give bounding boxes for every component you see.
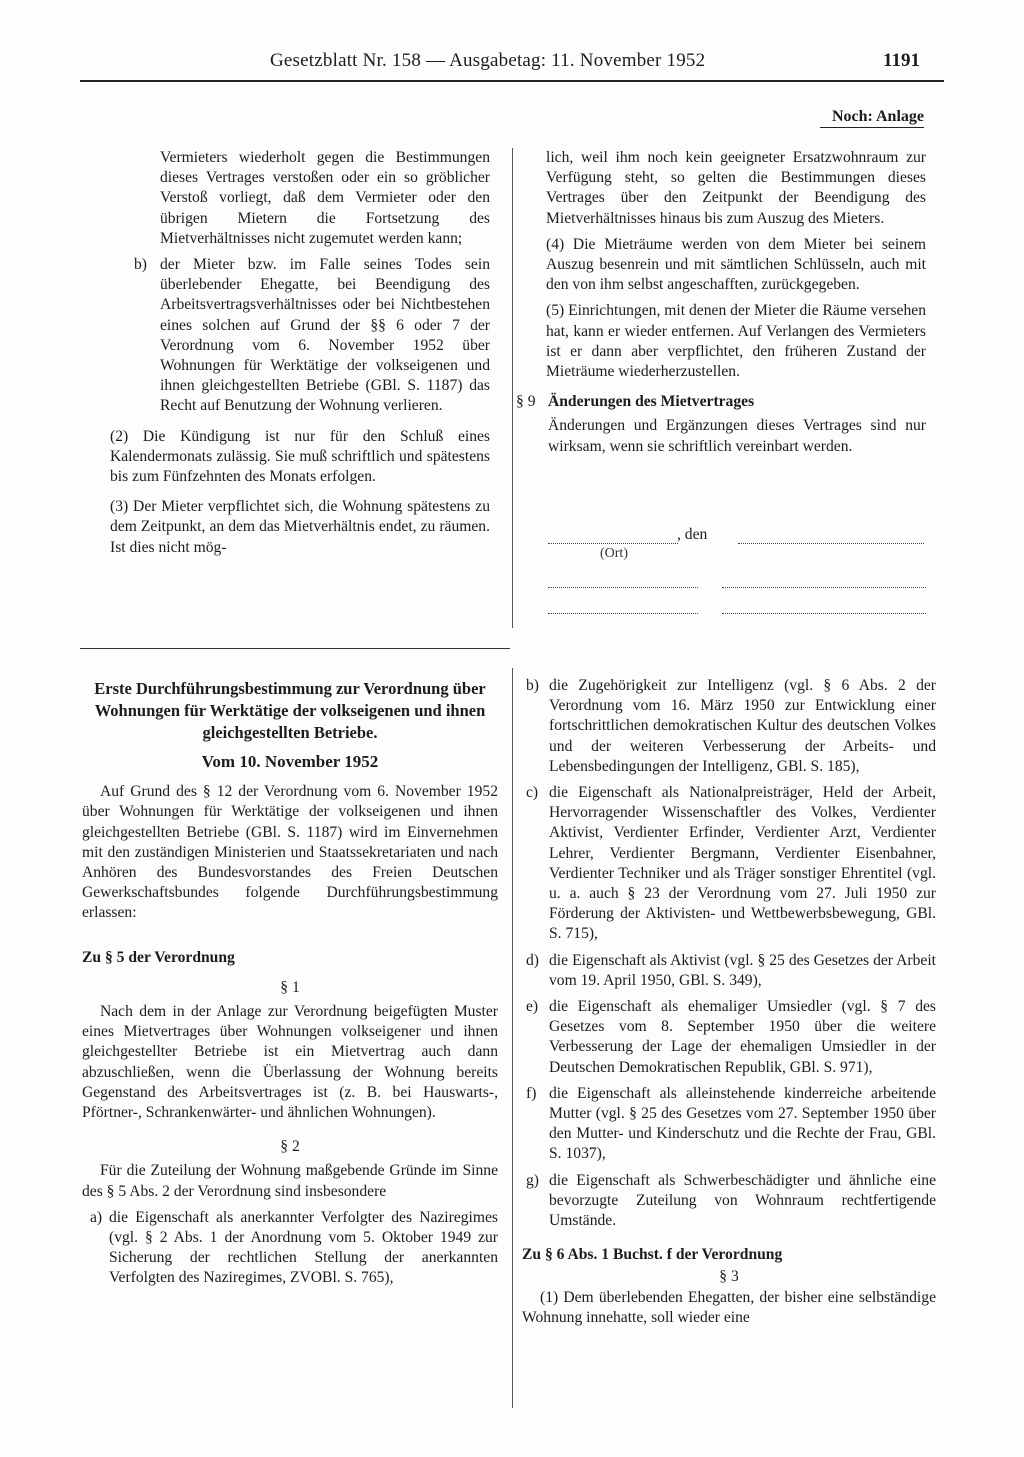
- place-caption: (Ort): [600, 546, 628, 561]
- section-1-text: Nach dem in der Anlage zur Verordnung beigefügten Muster eines Mietvertrages über Wohnungen volkseigener und ihnen gleichgestellter Betriebe ist ein Mietvertrag auch dann abzuschließen, wenn die Überlassung der Wohnung bereits Gegenstand des Arbeitsvertrages ist (z. B. bei Hauswarts-, Pförtner-, Schrankenwärter- und ähnlichen Wohnungen).: [82, 1003, 498, 1122]
- section-9-title: Änderungen des Mietvertrages: [548, 393, 755, 411]
- section-2-number: § 2: [280, 1138, 300, 1156]
- list-item: [522, 676, 936, 777]
- top-left-column: [82, 148, 490, 564]
- column-divider-top: [512, 148, 513, 628]
- list-label: c): [526, 784, 539, 802]
- section-9-heading: [516, 392, 926, 412]
- gazette-header: Gesetzblatt Nr. 158 — Ausgabetag: 11. November 1952: [270, 50, 706, 71]
- date-separator: , den: [677, 526, 708, 543]
- section-1-number: § 1: [280, 978, 300, 996]
- section-2-text: Für die Zuteilung der Wohnung maßgebende Gründe im Sinne des § 5 Abs. 2 der Verordnung sind insbesondere: [82, 1162, 498, 1200]
- list-label: g): [526, 1171, 539, 1189]
- signature-line-3: [548, 613, 698, 614]
- list-label: a): [90, 1208, 103, 1226]
- list-label: d): [526, 951, 539, 969]
- list-text: der Mieter bzw. im Falle seines Todes sein überlebender Ehegatte, bei Beendigung des Arbeitsvertragsverhältnisses oder bei Nichtbestehen eines solchen auf Grund der §§ 6 oder 7 der Verordnung vom 6. November 1952 über Wohnungen für Werktätige der volkseigenen und ihnen gleichgestellten Betriebe (GBl. S. 1187) das Recht auf Benutzung der Wohnung verlieren.: [160, 256, 490, 415]
- list-text: die Eigenschaft als Aktivist (vgl. § 25 des Gesetzes der Arbeit vom 19. April 1950, GBl. S. 349),: [549, 951, 936, 989]
- list-text: die Eigenschaft als anerkannter Verfolgter des Naziregimes (vgl. § 2 Abs. 1 der Anordnung vom 5. Oktober 1949 zur Sicherung der rechtlichen Stellung der anerkannten Verfolgten des Naziregimes, ZVOBl. S. 765),: [109, 1208, 498, 1287]
- contract-paragraph-3: (3) Der Mieter verpflichtet sich, die Wohnung spätestens zu dem Zeitpunkt, an dem das Mietverhältnis endet, zu räumen. Ist dies nicht mög-: [110, 498, 490, 556]
- list-text: die Zugehörigkeit zur Intelligenz (vgl. § 6 Abs. 2 der Verordnung vom 16. März 1950 zur Entwicklung einer fortschrittlichen demokratischen Kultur des deutschen Volkes und der weiteren Verbesserung der Arbeits- und Lebensbedingungen der Intelligenz, GBl. S. 185),: [549, 677, 936, 775]
- contract-paragraph: Vermieters wiederholt gegen die Bestimmungen dieses Vertrages verstoßen oder ein so gröblicher Verstoß vorliegt, daß dem Vermieter oder den übrigen Mietern die Fortsetzung des Mietverhältnisses nicht zugemutet werden kann;: [160, 149, 490, 247]
- heading-zu-5: Zu § 5 der Verordnung: [82, 948, 235, 966]
- section-divider: [80, 648, 510, 649]
- section-9-text: Änderungen und Ergänzungen dieses Vertrages sind nur wirksam, wenn sie schriftlich vereinbart werden.: [548, 417, 926, 455]
- list-item-b: [82, 255, 490, 417]
- decree-date: Vom 10. November 1952: [201, 752, 379, 771]
- list-label: b): [526, 677, 539, 694]
- list-label: b): [134, 256, 147, 274]
- list-item: [522, 951, 936, 991]
- list-text: die Eigenschaft als Nationalpreisträger, Held der Arbeit, Hervorragender Wissenschaftler des Volkes, Verdienter Aktivist, Verdienter Erfinder, Verdienter Arzt, Verdienter Lehrer, Verdienter Bergmann, Verdienter Eisenbahner, Verdienter Techniker und als Träger sonstiger Ehrentitel (vgl. u. a. auch § 23 der Verordnung vom 27. Juli 1950 zur Förderung der Aktivisten- und Wettbewerbsbewegung, GBl. S. 715),: [549, 784, 936, 943]
- list-item: [522, 783, 936, 945]
- bottom-right-column: [522, 676, 936, 1334]
- contract-paragraph-4: (4) Die Mieträume werden von dem Mieter bei seinem Auszug besenrein und mit sämtlichen Schlüsseln, auch mit den von ihm selbst angeschafften, zurückgegeben.: [546, 235, 926, 294]
- list-item: [522, 1171, 936, 1232]
- section-3-text: (1) Dem überlebenden Ehegatten, der bisher eine selbständige Wohnung innehatte, soll wieder eine: [522, 1288, 936, 1326]
- list-text: die Eigenschaft als alleinstehende kinderreiche arbeitende Mutter (vgl. § 25 des Gesetzes vom 27. September 1950 über den Mutter- und Kinderschutz und die Rechte der Frau, GBl. S. 1037),: [549, 1084, 936, 1163]
- column-divider-bottom: [512, 668, 513, 1408]
- contract-paragraph-2: (2) Die Kündigung ist nur für den Schluß eines Kalendermonats zulässig. Sie muß schriftlich und spätestens bis zum Fünfzehnten des Monats erfolgen.: [110, 427, 490, 486]
- contract-paragraph-5: (5) Einrichtungen, mit denen der Mieter die Räume versehen hat, kann er wieder entfernen. Auf Verlangen des Vermieters ist er dann aber verpflichtet, den früheren Zustand der Mieträume wiederherzustellen.: [546, 302, 926, 381]
- signature-line-1: [548, 587, 698, 588]
- list-item-a: [82, 1208, 498, 1289]
- list-text: die Eigenschaft als Schwerbeschädigter und ähnliche eine bevorzugte Zuteilung von Wohnraum rechtfertigende Umstände.: [549, 1171, 936, 1230]
- list-label: f): [526, 1084, 537, 1102]
- decree-title: Erste Durchführungsbestimmung zur Verordnung über Wohnungen für Werktätige der volkseigenen und ihnen gleichgestellten Betriebe.: [94, 679, 486, 742]
- list-text: die Eigenschaft als ehemaliger Umsiedler (vgl. § 7 des Gesetzes vom 8. September 1950 über die weitere Verbesserung der Lage der ehemaligen Umsiedler in der Deutschen Demokratischen Republik, GBl. S. 971),: [549, 998, 936, 1076]
- annex-label: Noch: Anlage: [832, 108, 924, 125]
- list-item: [522, 1084, 936, 1165]
- signature-line-4: [722, 613, 926, 614]
- top-right-column: [516, 148, 926, 463]
- date-dotted-line: [738, 543, 924, 544]
- list-item: [522, 997, 936, 1078]
- bottom-left-column: [82, 678, 498, 1295]
- place-dotted-line: [548, 543, 678, 544]
- contract-paragraph-continued: lich, weil ihm noch kein geeigneter Ersatzwohnraum zur Verfügung steht, so gelten die Bestimmungen dieses Vertrages über den Zeitpunkt der Beendigung des Mietverhältnisses hinaus bis zum Auszug des Mieters.: [546, 149, 926, 227]
- header-rule: [80, 80, 944, 82]
- signature-line-2: [722, 587, 926, 588]
- section-3-number: § 3: [719, 1268, 739, 1286]
- decree-intro: Auf Grund des § 12 der Verordnung vom 6. November 1952 über Wohnungen für Werktätige der volkseigenen und ihnen gleichgestellten Betriebe (GBl. S. 1187) wird im Einvernehmen mit den zuständigen Ministerien und Staatssekretariaten und nach Anhören des Bundesvorstandes des Freien Deutschen Gewerkschaftsbundes folgende Durchführungsbestimmung erlassen:: [82, 783, 498, 922]
- annex-underline: [820, 127, 924, 128]
- heading-zu-6: Zu § 6 Abs. 1 Buchst. f der Verordnung: [522, 1246, 783, 1264]
- section-9-number: § 9: [516, 393, 536, 411]
- list-label: e): [526, 998, 539, 1016]
- page-number: 1191: [883, 50, 920, 71]
